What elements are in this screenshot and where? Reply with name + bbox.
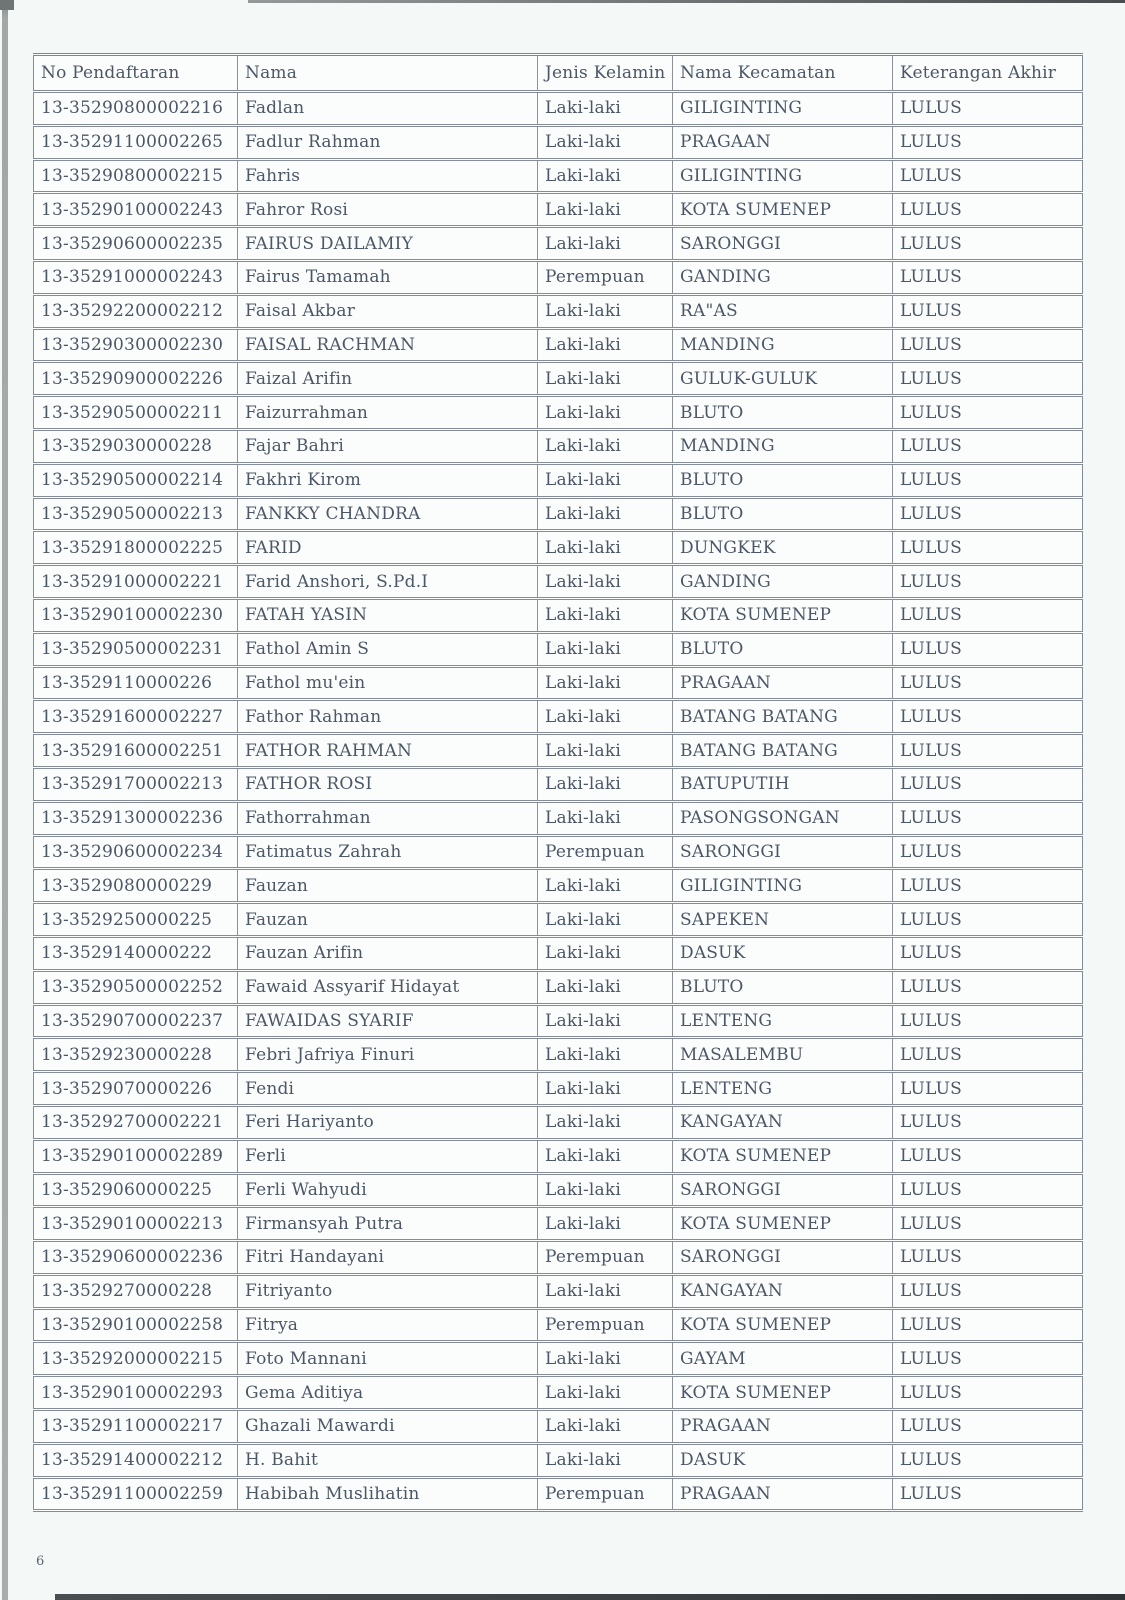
cell-nama: Faizurrahman: [238, 396, 538, 430]
cell-keterangan-akhir: LULUS: [893, 801, 1083, 835]
cell-nama: Ghazali Mawardi: [238, 1410, 538, 1444]
cell-keterangan-akhir: LULUS: [893, 565, 1083, 599]
table-row: [34, 362, 1083, 396]
table-row: [34, 1274, 1083, 1308]
header-nama: Nama: [238, 55, 538, 92]
cell-nama-kecamatan: GILIGINTING: [673, 159, 893, 193]
cell-nama: FATAH YASIN: [238, 598, 538, 632]
cell-nama: Febri Jafriya Finuri: [238, 1038, 538, 1072]
table-row: [34, 598, 1083, 632]
cell-jenis-kelamin: Laki-laki: [538, 497, 673, 531]
table-row: [34, 1241, 1083, 1275]
cell-jenis-kelamin: Laki-laki: [538, 666, 673, 700]
cell-nama: Fathol mu'ein: [238, 666, 538, 700]
cell-keterangan-akhir: LULUS: [893, 125, 1083, 159]
cell-nama-kecamatan: GAYAM: [673, 1342, 893, 1376]
cell-jenis-kelamin: Laki-laki: [538, 1376, 673, 1410]
cell-no-pendaftaran: 13-3529070000226: [34, 1072, 238, 1106]
cell-nama-kecamatan: BLUTO: [673, 632, 893, 666]
cell-keterangan-akhir: LULUS: [893, 1105, 1083, 1139]
scan-topleft-shadow: [0, 0, 14, 10]
cell-keterangan-akhir: LULUS: [893, 1038, 1083, 1072]
cell-keterangan-akhir: LULUS: [893, 936, 1083, 970]
table-row: [34, 463, 1083, 497]
cell-nama-kecamatan: LENTENG: [673, 1072, 893, 1106]
cell-no-pendaftaran: 13-3529030000228: [34, 429, 238, 463]
cell-keterangan-akhir: LULUS: [893, 193, 1083, 227]
cell-keterangan-akhir: LULUS: [893, 92, 1083, 126]
cell-no-pendaftaran: 13-35290500002211: [34, 396, 238, 430]
cell-nama-kecamatan: KOTA SUMENEP: [673, 1207, 893, 1241]
cell-jenis-kelamin: Laki-laki: [538, 700, 673, 734]
table-row: [34, 869, 1083, 903]
cell-jenis-kelamin: Laki-laki: [538, 1443, 673, 1477]
cell-nama-kecamatan: PRAGAAN: [673, 1410, 893, 1444]
cell-keterangan-akhir: LULUS: [893, 227, 1083, 261]
cell-nama-kecamatan: MASALEMBU: [673, 1038, 893, 1072]
cell-no-pendaftaran: 13-35290100002243: [34, 193, 238, 227]
table-row: [34, 565, 1083, 599]
table-row: [34, 835, 1083, 869]
cell-nama: Fawaid Assyarif Hidayat: [238, 970, 538, 1004]
cell-keterangan-akhir: LULUS: [893, 666, 1083, 700]
cell-nama: Habibah Muslihatin: [238, 1477, 538, 1511]
cell-no-pendaftaran: 13-35291000002243: [34, 260, 238, 294]
cell-nama-kecamatan: BATUPUTIH: [673, 767, 893, 801]
cell-nama-kecamatan: KOTA SUMENEP: [673, 1308, 893, 1342]
cell-nama-kecamatan: SARONGGI: [673, 227, 893, 261]
cell-no-pendaftaran: 13-35290800002216: [34, 92, 238, 126]
cell-jenis-kelamin: Laki-laki: [538, 159, 673, 193]
cell-nama-kecamatan: GULUK-GULUK: [673, 362, 893, 396]
table-row: [34, 227, 1083, 261]
cell-nama: H. Bahit: [238, 1443, 538, 1477]
table-row: [34, 92, 1083, 126]
cell-nama: Fauzan: [238, 869, 538, 903]
cell-keterangan-akhir: LULUS: [893, 734, 1083, 768]
page-number: 6: [36, 1554, 45, 1569]
cell-nama: Fitrya: [238, 1308, 538, 1342]
scan-left-edge-shadow: [2, 0, 8, 1600]
table-row: [34, 193, 1083, 227]
cell-nama-kecamatan: PRAGAAN: [673, 1477, 893, 1511]
cell-nama: Fauzan: [238, 903, 538, 937]
cell-no-pendaftaran: 13-35291700002213: [34, 767, 238, 801]
cell-no-pendaftaran: 13-35290600002235: [34, 227, 238, 261]
cell-no-pendaftaran: 13-3529270000228: [34, 1274, 238, 1308]
cell-no-pendaftaran: 13-35290300002230: [34, 328, 238, 362]
cell-jenis-kelamin: Laki-laki: [538, 970, 673, 1004]
cell-no-pendaftaran: 13-35291000002221: [34, 565, 238, 599]
cell-jenis-kelamin: Laki-laki: [538, 869, 673, 903]
cell-no-pendaftaran: 13-35291300002236: [34, 801, 238, 835]
cell-no-pendaftaran: 13-35292200002212: [34, 294, 238, 328]
cell-nama: FARID: [238, 531, 538, 565]
cell-nama-kecamatan: KANGAYAN: [673, 1105, 893, 1139]
table-row: [34, 1342, 1083, 1376]
cell-jenis-kelamin: Laki-laki: [538, 801, 673, 835]
cell-keterangan-akhir: LULUS: [893, 1241, 1083, 1275]
cell-jenis-kelamin: Perempuan: [538, 1308, 673, 1342]
cell-jenis-kelamin: Laki-laki: [538, 531, 673, 565]
cell-no-pendaftaran: 13-35290600002234: [34, 835, 238, 869]
cell-keterangan-akhir: LULUS: [893, 362, 1083, 396]
cell-nama: Ferli Wahyudi: [238, 1173, 538, 1207]
header-jenis-kelamin: Jenis Kelamin: [538, 55, 673, 92]
cell-keterangan-akhir: LULUS: [893, 970, 1083, 1004]
table-row: [34, 328, 1083, 362]
cell-jenis-kelamin: Laki-laki: [538, 1072, 673, 1106]
cell-jenis-kelamin: Laki-laki: [538, 429, 673, 463]
cell-nama-kecamatan: BATANG BATANG: [673, 700, 893, 734]
cell-jenis-kelamin: Laki-laki: [538, 598, 673, 632]
cell-nama: FAISAL RACHMAN: [238, 328, 538, 362]
cell-keterangan-akhir: LULUS: [893, 903, 1083, 937]
table-body: [34, 92, 1083, 1511]
table-row: [34, 396, 1083, 430]
cell-nama: Fairus Tamamah: [238, 260, 538, 294]
cell-jenis-kelamin: Laki-laki: [538, 125, 673, 159]
table-row: [34, 1173, 1083, 1207]
cell-nama: Fahris: [238, 159, 538, 193]
cell-no-pendaftaran: 13-35290700002237: [34, 1004, 238, 1038]
table-row: [34, 159, 1083, 193]
table-row: [34, 700, 1083, 734]
cell-no-pendaftaran: 13-35290900002226: [34, 362, 238, 396]
cell-nama-kecamatan: SARONGGI: [673, 1173, 893, 1207]
scan-top-edge-shadow: [248, 0, 1125, 3]
cell-jenis-kelamin: Laki-laki: [538, 936, 673, 970]
cell-jenis-kelamin: Perempuan: [538, 1241, 673, 1275]
cell-nama-kecamatan: BLUTO: [673, 497, 893, 531]
table-row: [34, 429, 1083, 463]
cell-nama-kecamatan: DASUK: [673, 1443, 893, 1477]
cell-keterangan-akhir: LULUS: [893, 869, 1083, 903]
cell-no-pendaftaran: 13-3529080000229: [34, 869, 238, 903]
cell-nama: Fatimatus Zahrah: [238, 835, 538, 869]
cell-nama: Fitri Handayani: [238, 1241, 538, 1275]
cell-jenis-kelamin: Laki-laki: [538, 328, 673, 362]
cell-jenis-kelamin: Laki-laki: [538, 1173, 673, 1207]
cell-no-pendaftaran: 13-35290800002215: [34, 159, 238, 193]
cell-jenis-kelamin: Laki-laki: [538, 294, 673, 328]
cell-nama: Fakhri Kirom: [238, 463, 538, 497]
cell-jenis-kelamin: Perempuan: [538, 835, 673, 869]
cell-nama-kecamatan: DASUK: [673, 936, 893, 970]
cell-no-pendaftaran: 13-35291400002212: [34, 1443, 238, 1477]
cell-jenis-kelamin: Laki-laki: [538, 463, 673, 497]
cell-jenis-kelamin: Laki-laki: [538, 227, 673, 261]
cell-no-pendaftaran: 13-35290100002293: [34, 1376, 238, 1410]
cell-no-pendaftaran: 13-35291100002217: [34, 1410, 238, 1444]
cell-nama-kecamatan: GANDING: [673, 565, 893, 599]
cell-keterangan-akhir: LULUS: [893, 1308, 1083, 1342]
cell-nama: Faisal Akbar: [238, 294, 538, 328]
cell-nama: Gema Aditiya: [238, 1376, 538, 1410]
cell-no-pendaftaran: 13-35290500002214: [34, 463, 238, 497]
header-nama-kecamatan: Nama Kecamatan: [673, 55, 893, 92]
cell-keterangan-akhir: LULUS: [893, 328, 1083, 362]
cell-nama-kecamatan: LENTENG: [673, 1004, 893, 1038]
cell-no-pendaftaran: 13-35291100002265: [34, 125, 238, 159]
cell-no-pendaftaran: 13-3529060000225: [34, 1173, 238, 1207]
table-header-row: [34, 55, 1083, 92]
cell-keterangan-akhir: LULUS: [893, 767, 1083, 801]
cell-keterangan-akhir: LULUS: [893, 632, 1083, 666]
cell-nama-kecamatan: KOTA SUMENEP: [673, 1376, 893, 1410]
cell-nama: FAWAIDAS SYARIF: [238, 1004, 538, 1038]
cell-jenis-kelamin: Laki-laki: [538, 1105, 673, 1139]
cell-nama-kecamatan: GANDING: [673, 260, 893, 294]
cell-nama-kecamatan: SARONGGI: [673, 835, 893, 869]
cell-nama: Fathorrahman: [238, 801, 538, 835]
cell-nama-kecamatan: SARONGGI: [673, 1241, 893, 1275]
cell-nama: FAIRUS DAILAMIY: [238, 227, 538, 261]
cell-keterangan-akhir: LULUS: [893, 1376, 1083, 1410]
cell-jenis-kelamin: Laki-laki: [538, 92, 673, 126]
cell-jenis-kelamin: Laki-laki: [538, 734, 673, 768]
cell-nama-kecamatan: MANDING: [673, 429, 893, 463]
cell-no-pendaftaran: 13-35291800002225: [34, 531, 238, 565]
table-row: [34, 1443, 1083, 1477]
cell-nama: Fauzan Arifin: [238, 936, 538, 970]
table-row: [34, 1376, 1083, 1410]
cell-no-pendaftaran: 13-3529230000228: [34, 1038, 238, 1072]
cell-nama-kecamatan: GILIGINTING: [673, 92, 893, 126]
table-row: [34, 1139, 1083, 1173]
cell-keterangan-akhir: LULUS: [893, 159, 1083, 193]
table-row: [34, 767, 1083, 801]
scan-bottom-edge-shadow: [55, 1594, 1125, 1600]
table-row: [34, 734, 1083, 768]
cell-jenis-kelamin: Laki-laki: [538, 1139, 673, 1173]
cell-no-pendaftaran: 13-35291100002259: [34, 1477, 238, 1511]
cell-keterangan-akhir: LULUS: [893, 1173, 1083, 1207]
table-row: [34, 497, 1083, 531]
cell-nama-kecamatan: KANGAYAN: [673, 1274, 893, 1308]
cell-no-pendaftaran: 13-35290100002230: [34, 598, 238, 632]
cell-nama-kecamatan: BLUTO: [673, 396, 893, 430]
table-row: [34, 1038, 1083, 1072]
cell-nama: Fajar Bahri: [238, 429, 538, 463]
cell-nama-kecamatan: KOTA SUMENEP: [673, 193, 893, 227]
table-row: [34, 1105, 1083, 1139]
cell-nama: Fathor Rahman: [238, 700, 538, 734]
cell-jenis-kelamin: Perempuan: [538, 260, 673, 294]
cell-nama: Fendi: [238, 1072, 538, 1106]
cell-nama: Faizal Arifin: [238, 362, 538, 396]
cell-nama-kecamatan: DUNGKEK: [673, 531, 893, 565]
cell-nama-kecamatan: RA"AS: [673, 294, 893, 328]
table-row: [34, 1207, 1083, 1241]
table-row: [34, 260, 1083, 294]
cell-nama: FANKKY CHANDRA: [238, 497, 538, 531]
cell-nama: Fitriyanto: [238, 1274, 538, 1308]
cell-nama-kecamatan: BLUTO: [673, 970, 893, 1004]
cell-jenis-kelamin: Laki-laki: [538, 1207, 673, 1241]
cell-keterangan-akhir: LULUS: [893, 260, 1083, 294]
cell-keterangan-akhir: LULUS: [893, 463, 1083, 497]
cell-nama-kecamatan: PRAGAAN: [673, 125, 893, 159]
cell-no-pendaftaran: 13-35290100002213: [34, 1207, 238, 1241]
cell-keterangan-akhir: LULUS: [893, 700, 1083, 734]
table-row: [34, 294, 1083, 328]
cell-jenis-kelamin: Laki-laki: [538, 1004, 673, 1038]
table-row: [34, 936, 1083, 970]
cell-no-pendaftaran: 13-35290100002289: [34, 1139, 238, 1173]
cell-jenis-kelamin: Laki-laki: [538, 193, 673, 227]
cell-jenis-kelamin: Laki-laki: [538, 362, 673, 396]
cell-nama: Feri Hariyanto: [238, 1105, 538, 1139]
cell-jenis-kelamin: Laki-laki: [538, 396, 673, 430]
cell-keterangan-akhir: LULUS: [893, 1004, 1083, 1038]
table-row: [34, 903, 1083, 937]
cell-keterangan-akhir: LULUS: [893, 1443, 1083, 1477]
header-keterangan-akhir: Keterangan Akhir: [893, 55, 1083, 92]
cell-nama: Firmansyah Putra: [238, 1207, 538, 1241]
cell-jenis-kelamin: Perempuan: [538, 1477, 673, 1511]
cell-nama-kecamatan: KOTA SUMENEP: [673, 1139, 893, 1173]
cell-nama: FATHOR ROSI: [238, 767, 538, 801]
cell-keterangan-akhir: LULUS: [893, 1139, 1083, 1173]
cell-no-pendaftaran: 13-3529250000225: [34, 903, 238, 937]
table-row: [34, 666, 1083, 700]
cell-nama: Fadlan: [238, 92, 538, 126]
cell-keterangan-akhir: LULUS: [893, 835, 1083, 869]
cell-jenis-kelamin: Laki-laki: [538, 767, 673, 801]
cell-nama-kecamatan: KOTA SUMENEP: [673, 598, 893, 632]
table-row: [34, 632, 1083, 666]
cell-jenis-kelamin: Laki-laki: [538, 1342, 673, 1376]
cell-nama-kecamatan: GILIGINTING: [673, 869, 893, 903]
cell-no-pendaftaran: 13-35291600002251: [34, 734, 238, 768]
cell-keterangan-akhir: LULUS: [893, 1477, 1083, 1511]
cell-no-pendaftaran: 13-35291600002227: [34, 700, 238, 734]
cell-nama: FATHOR RAHMAN: [238, 734, 538, 768]
table-row: [34, 531, 1083, 565]
table-row: [34, 125, 1083, 159]
cell-keterangan-akhir: LULUS: [893, 429, 1083, 463]
cell-nama-kecamatan: BLUTO: [673, 463, 893, 497]
cell-jenis-kelamin: Laki-laki: [538, 1038, 673, 1072]
cell-nama: Foto Mannani: [238, 1342, 538, 1376]
cell-no-pendaftaran: 13-3529140000222: [34, 936, 238, 970]
cell-no-pendaftaran: 13-35290100002258: [34, 1308, 238, 1342]
cell-no-pendaftaran: 13-35292700002221: [34, 1105, 238, 1139]
cell-jenis-kelamin: Laki-laki: [538, 903, 673, 937]
cell-keterangan-akhir: LULUS: [893, 1072, 1083, 1106]
cell-jenis-kelamin: Laki-laki: [538, 565, 673, 599]
cell-no-pendaftaran: 13-35290600002236: [34, 1241, 238, 1275]
cell-keterangan-akhir: LULUS: [893, 497, 1083, 531]
cell-no-pendaftaran: 13-35290500002213: [34, 497, 238, 531]
cell-keterangan-akhir: LULUS: [893, 1342, 1083, 1376]
cell-keterangan-akhir: LULUS: [893, 598, 1083, 632]
cell-nama: Fathol Amin S: [238, 632, 538, 666]
cell-nama: Ferli: [238, 1139, 538, 1173]
cell-keterangan-akhir: LULUS: [893, 531, 1083, 565]
cell-nama-kecamatan: BATANG BATANG: [673, 734, 893, 768]
cell-nama-kecamatan: PRAGAAN: [673, 666, 893, 700]
cell-keterangan-akhir: LULUS: [893, 1274, 1083, 1308]
cell-jenis-kelamin: Laki-laki: [538, 632, 673, 666]
table-row: [34, 1410, 1083, 1444]
cell-keterangan-akhir: LULUS: [893, 1207, 1083, 1241]
cell-nama: Farid Anshori, S.Pd.I: [238, 565, 538, 599]
table-row: [34, 1072, 1083, 1106]
cell-nama-kecamatan: SAPEKEN: [673, 903, 893, 937]
cell-keterangan-akhir: LULUS: [893, 396, 1083, 430]
cell-keterangan-akhir: LULUS: [893, 1410, 1083, 1444]
cell-no-pendaftaran: 13-3529110000226: [34, 666, 238, 700]
exam-results-table: [33, 53, 1083, 1512]
header-no-pendaftaran: No Pendaftaran: [34, 55, 238, 92]
cell-nama-kecamatan: MANDING: [673, 328, 893, 362]
table-row: [34, 970, 1083, 1004]
table-header: [34, 55, 1083, 92]
cell-nama: Fadlur Rahman: [238, 125, 538, 159]
table-row: [34, 801, 1083, 835]
cell-keterangan-akhir: LULUS: [893, 294, 1083, 328]
cell-nama: Fahror Rosi: [238, 193, 538, 227]
cell-no-pendaftaran: 13-35290500002231: [34, 632, 238, 666]
table-row: [34, 1308, 1083, 1342]
cell-no-pendaftaran: 13-35290500002252: [34, 970, 238, 1004]
table-row: [34, 1004, 1083, 1038]
cell-jenis-kelamin: Laki-laki: [538, 1274, 673, 1308]
cell-no-pendaftaran: 13-35292000002215: [34, 1342, 238, 1376]
cell-jenis-kelamin: Laki-laki: [538, 1410, 673, 1444]
cell-nama-kecamatan: PASONGSONGAN: [673, 801, 893, 835]
table-row: [34, 1477, 1083, 1511]
